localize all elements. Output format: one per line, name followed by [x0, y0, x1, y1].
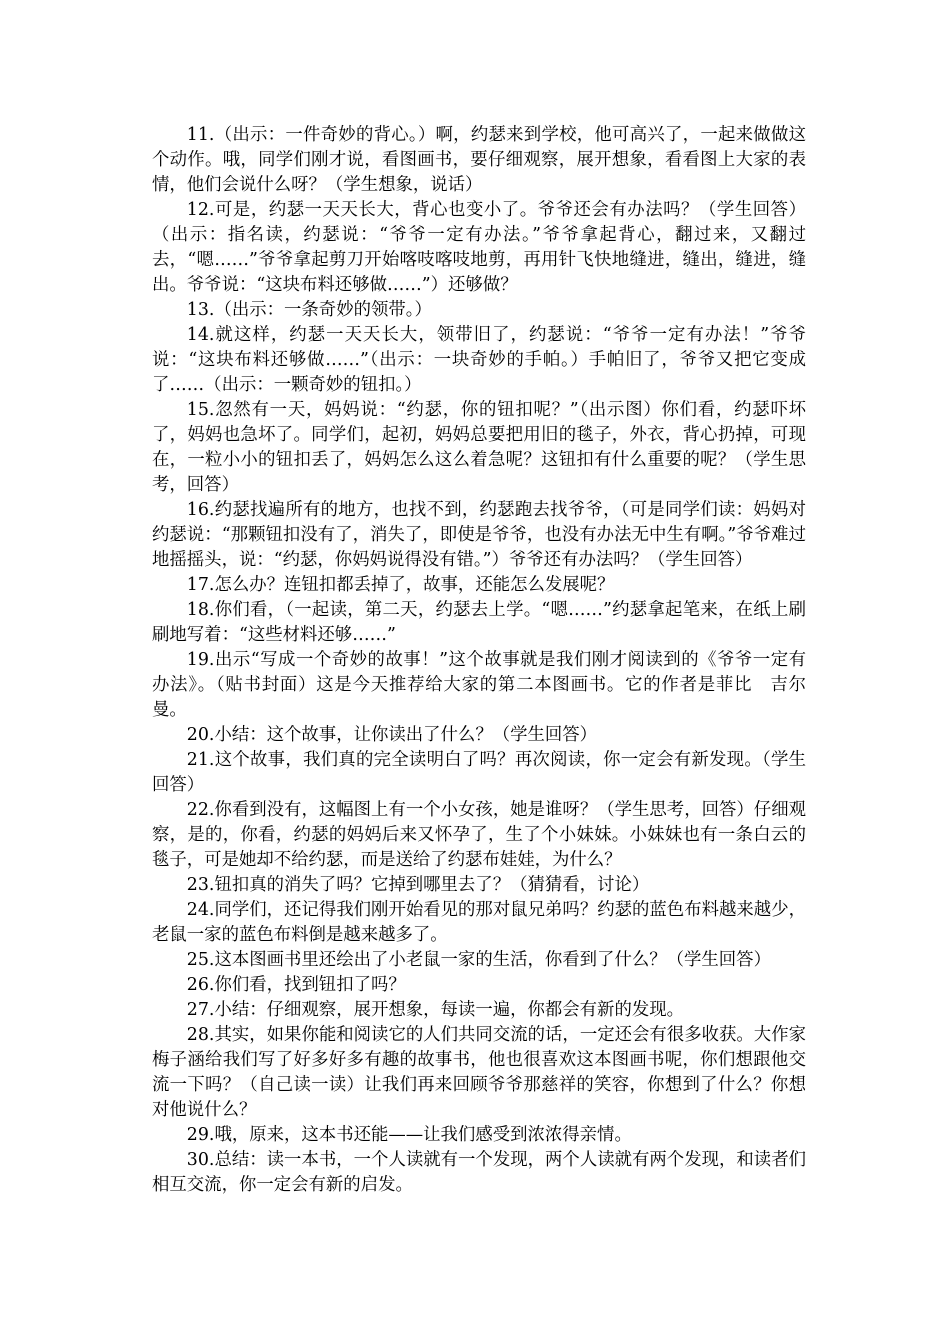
paragraph-22: 22.你看到没有，这幅图上有一个小女孩，她是谁呀？（学生思考，回答）仔细观察，是的，你看，约瑟的妈妈后来又怀孕了，生了个小妹妹。小妹妹也有一条白云的毯子，可是她却不给约瑟，而是送给了约瑟布娃娃，为什么？: [152, 800, 806, 870]
paragraph-29: 29.哦，原来，这本书还能——让我们感受到浓浓得亲情。: [186, 1125, 632, 1145]
paragraph-30: 30.总结：读一本书，一个人读就有一个发现，两个人读就有两个发现，和读者们相互交流，你一定会有新的启发。: [152, 1150, 806, 1195]
paragraph-27: 27.小结：仔细观察，展开想象，每读一遍，你都会有新的发现。: [186, 1000, 685, 1020]
paragraph-26: 26.你们看，找到钮扣了吗？: [186, 975, 406, 995]
paragraph-15: 15.忽然有一天，妈妈说：“约瑟，你的钮扣呢？”（出示图）你们看，约瑟吓坏了，妈妈也急坏了。同学们，起初，妈妈总要把用旧的毯子，外衣，背心扔掉，可现在，一粒小小的钮扣丢了，妈妈怎么这么着急呢？这钮扣有什么重要的呢？（学生思考，回答）: [152, 400, 806, 495]
paragraph-12: 12.可是，约瑟一天天长大，背心也变小了。爷爷还会有办法吗？（学生回答）（出示：指名读，约瑟说：“爷爷一定有办法。”爷爷拿起背心，翻过来，又翻过去，“嗯……”爷爷拿起剪刀开始喀吱喀吱地剪，再用针飞快地缝进，缝出，缝进，缝出。爷爷说：“这块布料还够做……”）还够做？: [152, 200, 806, 295]
paragraph-23: 23.钮扣真的消失了吗？它掉到哪里去了？（猜猜看，讨论）: [186, 875, 650, 895]
paragraph-24: 24.同学们，还记得我们刚开始看见的那对鼠兄弟吗？约瑟的蓝色布料越来越少，老鼠一家的蓝色布料倒是越来越多了。: [152, 900, 806, 945]
paragraph-11: 11.（出示：一件奇妙的背心。）啊，约瑟来到学校，他可高兴了，一起来做做这个动作。哦，同学们刚才说，看图画书，要仔细观察，展开想象，看看图上大家的表情，他们会说什么呀？（学生想象，说话）: [152, 125, 806, 195]
document-body: [152, 123, 806, 1198]
paragraph-17: 17.怎么办？连钮扣都丢掉了，故事，还能怎么发展呢？: [186, 575, 615, 595]
paragraph-28: 28.其实，如果你能和阅读它的人们共同交流的话，一定还会有很多收获。大作家梅子涵给我们写了好多好多有趣的故事书，他也很喜欢这本图画书呢，你们想跟他交流一下吗？（自己读一读）让我们再来回顾爷爷那慈祥的笑容，你想到了什么？你想对他说什么？: [152, 1025, 806, 1120]
paragraph-16: 16.约瑟找遍所有的地方，也找不到，约瑟跑去找爷爷，（可是同学们读：妈妈对约瑟说：“那颗钮扣没有了，消失了，即使是爷爷，也没有办法无中生有啊。”爷爷难过地摇摇头，说：“约瑟，你妈妈说得没有错。”）爷爷还有办法吗？（学生回答）: [152, 500, 806, 570]
paragraph-20: 20.小结：这个故事，让你读出了什么？（学生回答）: [186, 725, 598, 745]
paragraph-13: 13.（出示：一条奇妙的领带。）: [186, 300, 432, 320]
paragraph-18: 18.你们看，（一起读，第二天，约瑟去上学。“嗯……”约瑟拿起笔来，在纸上刷刷地写着：“这些材料还够……”: [152, 600, 806, 645]
paragraph-19: 19.出示“写成一个奇妙的故事！”这个故事就是我们刚才阅读到的《爷爷一定有办法》。（贴书封面）这是今天推荐给大家的第二本图画书。它的作者是菲比 吉尔曼。: [152, 650, 806, 720]
paragraph-14: 14.就这样，约瑟一天天长大，领带旧了，约瑟说：“爷爷一定有办法！”爷爷说：“这块布料还够做……”（出示：一块奇妙的手帕。）手帕旧了，爷爷又把它变成了……（出示：一颗奇妙的钮扣。）: [152, 325, 806, 395]
paragraph-21: 21.这个故事，我们真的完全读明白了吗？再次阅读，你一定会有新发现。（学生回答）: [152, 750, 806, 795]
paragraph-25: 25.这本图画书里还绘出了小老鼠一家的生活，你看到了什么？（学生回答）: [186, 950, 771, 970]
